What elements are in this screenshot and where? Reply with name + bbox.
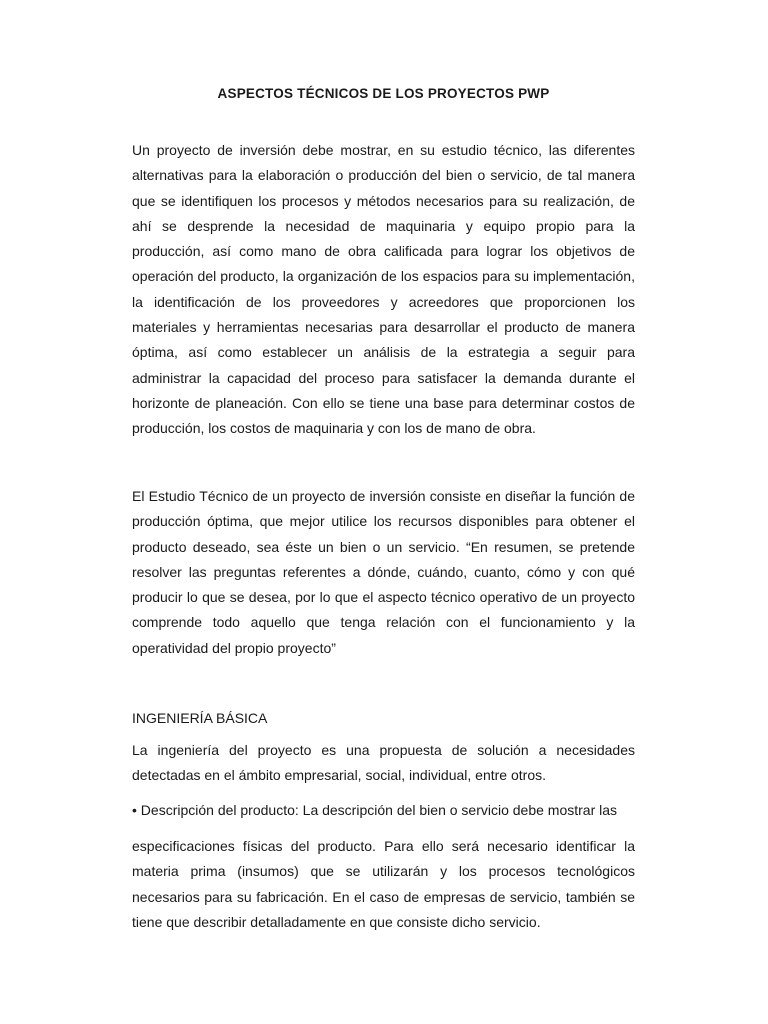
section-heading-ingenieria-basica: INGENIERÍA BÁSICA: [132, 710, 268, 726]
document-title: ASPECTOS TÉCNICOS DE LOS PROYECTOS PWP: [217, 86, 550, 101]
bullet-descripcion-producto: • Descripción del producto: La descripción del bien o servicio debe mostrar las: [132, 802, 618, 818]
paragraph-especificaciones: especificaciones físicas del producto. Para ello será necesario identificar la materia prima (insumos) que se utilizarán y los procesos tecnológicos necesarios para su fabricación. En el caso de empresas de servicio, también se tiene que describir detalladamente en que consiste dicho servicio.: [132, 838, 635, 930]
paragraph-estudio-tecnico: El Estudio Técnico de un proyecto de inversión consiste en diseñar la función de producción óptima, que mejor utilice los recursos disponibles para obtener el producto deseado, sea éste un bien o un servicio. “En resumen, se pretende resolver las preguntas referentes a dónde, cuándo, cuanto, cómo y con qué producir lo que se desea, por lo que el aspecto técnico operativo de un proyecto comprende todo aquello que tenga relación con el funcionamiento y la operatividad del propio proyecto”: [132, 488, 635, 656]
paragraph-ingenieria: La ingeniería del proyecto es una propuesta de solución a necesidades detectadas en el ámbito empresarial, social, individual, entre otros.: [132, 742, 635, 784]
paragraph-intro: Un proyecto de inversión debe mostrar, en su estudio técnico, las diferentes alternativas para la elaboración o producción del bien o servicio, de tal manera que se identifiquen los procesos y métodos necesarios para su realización, de ahí se desprende la necesidad de maquinaria y equipo propio para la producción, así como mano de obra calificada para lograr los objetivos de operación del producto, la organización de los espacios para su implementación, la identificación de los proveedores y acreedores que proporcionen los materiales y herramientas necesarias para desarrollar el producto de manera óptima, así como establecer un análisis de la estrategia a seguir para administrar la capacidad del proceso para satisfacer la demanda durante el horizonte de planeación. Con ello se tiene una base para determinar costos de producción, los costos de maquinaria y con los de mano de obra.: [132, 142, 635, 437]
